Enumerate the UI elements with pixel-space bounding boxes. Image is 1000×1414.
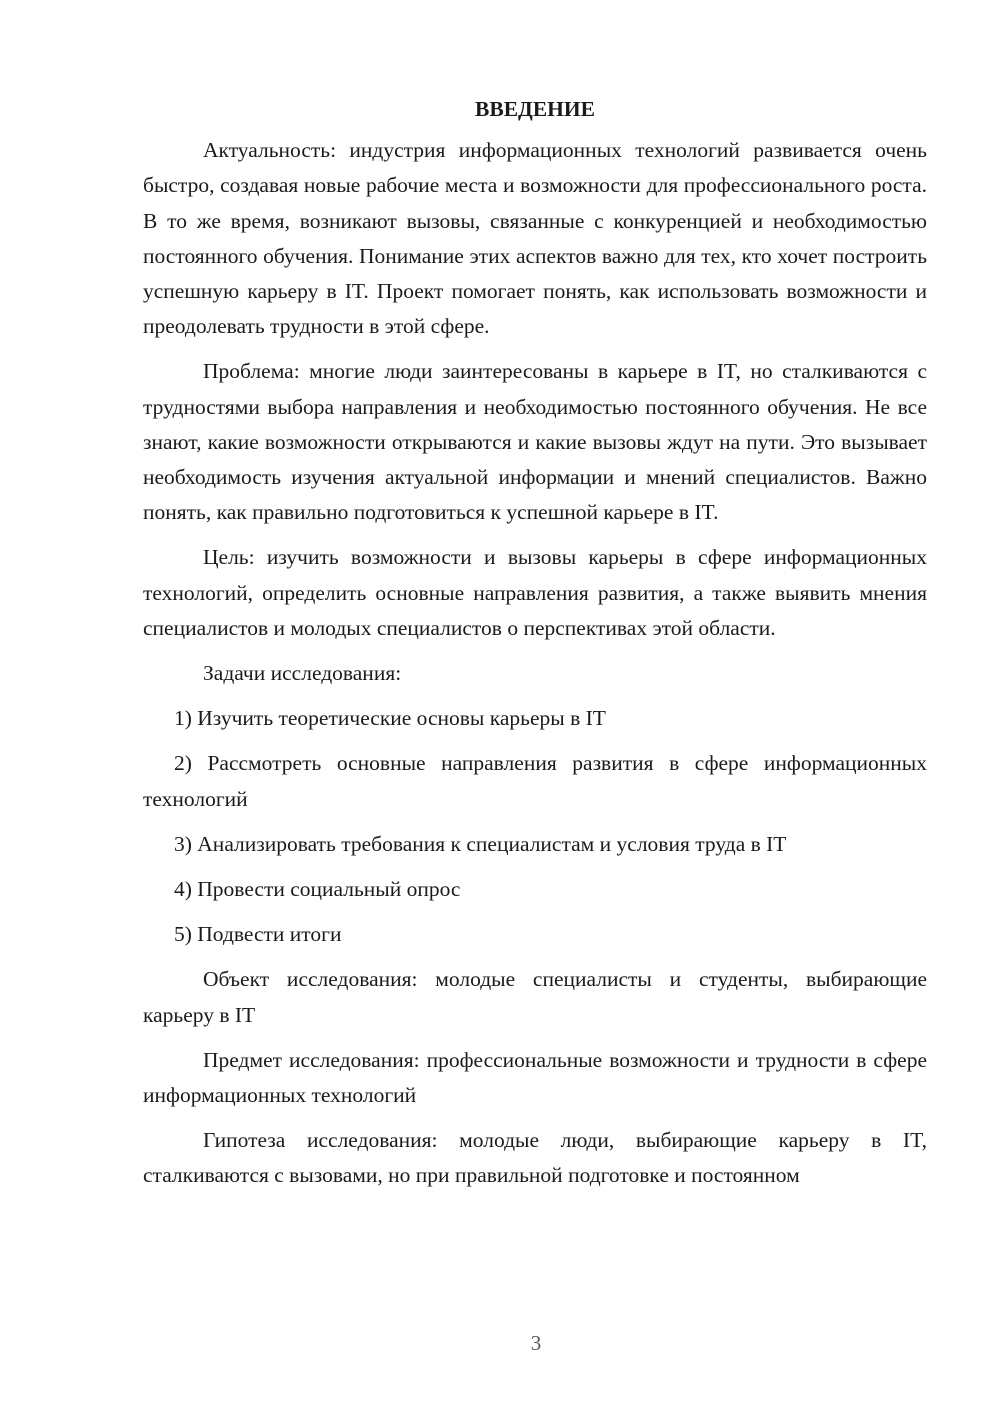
page-number: 3 [530, 1331, 542, 1355]
task-item-2: 2) Рассмотреть основные направления развития в сфере информационных технологий [143, 751, 927, 811]
tasks-heading: Задачи исследования: [203, 661, 402, 686]
section-title: ВВЕДЕНИЕ [475, 97, 595, 121]
task-item-5: 5) Подвести итоги [174, 922, 342, 947]
paragraph-problem: Проблема: многие люди заинтересованы в карьере в IT, но сталкиваются с трудностями выбора направления и необходимостью постоянного обучения. Не все знают, какие возможности открываются и какие вызовы ждут на пути. Это вызывает необходимость изучения актуальной информации и мнений специалистов. Важно понять, как правильно подготовиться к успешной карьере в IT. [143, 359, 927, 525]
document-page [143, 92, 927, 1204]
task-item-3: 3) Анализировать требования к специалистам и условия труда в IT [174, 831, 787, 856]
task-item-1: 1) Изучить теоретические основы карьеры в IT [174, 706, 606, 731]
paragraph-relevance: Актуальность: индустрия информационных технологий развивается очень быстро, создавая новые рабочие места и возможности для профессионального роста. В то же время, возникают вызовы, связанные с конкуренцией и необходимостью постоянного обучения. Понимание этих аспектов важно для тех, кто хочет построить успешную карьеру в IT. Проект помогает понять, как использовать возможности и преодолевать трудности в этой сфере. [143, 138, 927, 339]
paragraph-hypothesis: Гипотеза исследования: молодые люди, выбирающие карьеру в IT, сталкиваются с вызовами, но при правильной подготовке и постоянном [143, 1128, 927, 1188]
paragraph-object: Объект исследования: молодые специалисты и студенты, выбирающие карьеру в IT [143, 967, 927, 1027]
paragraph-subject: Предмет исследования: профессиональные возможности и трудности в сфере информационных технологий [143, 1047, 927, 1108]
task-item-4: 4) Провести социальный опрос [174, 877, 461, 902]
paragraph-goal: Цель: изучить возможности и вызовы карьеры в сфере информационных технологий, определить основные направления развития, а также выявить мнения специалистов и молодых специалистов о перспективах этой области. [143, 545, 927, 640]
